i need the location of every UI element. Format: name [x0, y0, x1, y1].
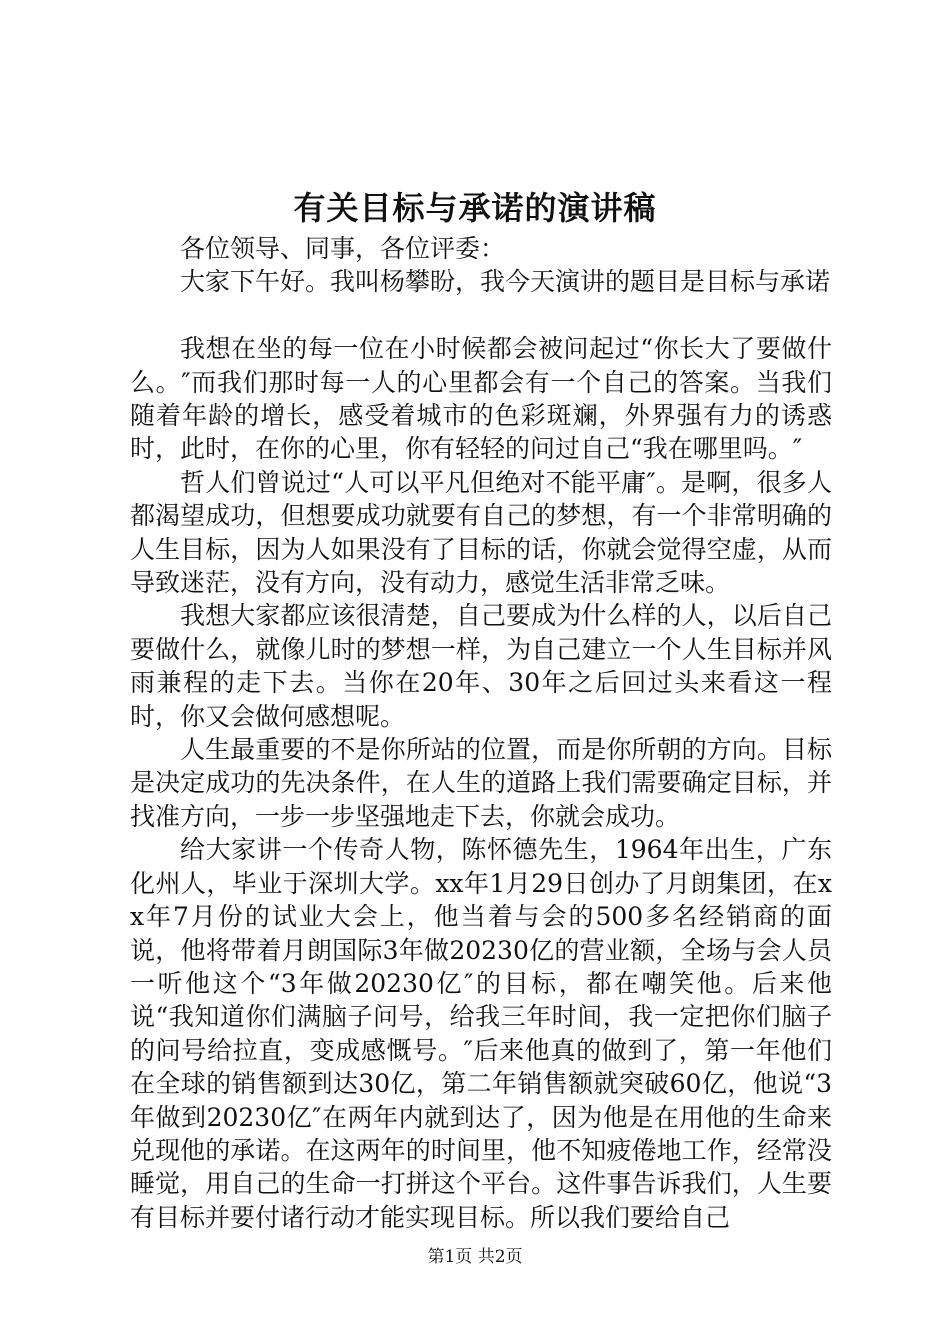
- greeting-paragraph: 大家下午好。我叫杨攀盼，我今天演讲的题目是目标与承诺: [180, 267, 831, 297]
- body-paragraph: 我想在坐的每一位在小时候都会被问起过“你长大了要做什么。″而我们那时每一人的心里都会有一个自己的答案。当我们随着年龄的增长，感受着城市的色彩斑斓，外界强有力的诱惑时，此时，在你的心里，你有轻轻的问过自己“我在哪里吗。″: [130, 334, 832, 464]
- salutation: 各位领导、同事，各位评委：: [180, 234, 506, 263]
- document-body: [130, 232, 832, 1234]
- body-paragraph: 我想大家都应该很清楚，自己要成为什么样的人，以后自己要做什么，就像儿时的梦想一样，为自己建立一个人生目标并风雨兼程的走下去。当你在20年、30年之后回过头来看这一程时，你又会做何感想呢。: [130, 601, 832, 731]
- body-paragraph: 给大家讲一个传奇人物，陈怀德先生，1964年出生，广东化州人，毕业于深圳大学。xx年1月29日创办了月朗集团，在xx年7月份的试业大会上，他当着与会的500多名经销商的面说，他将带着月朗国际3年做20230亿的营业额，全场与会人员一听他这个“3年做20230亿″的目标，都在嘲笑他。后来他说“我知道你们满脑子问号，给我三年时间，我一定把你们脑子的问号给拉直，变成感慨号。″后来他真的做到了，第一年他们在全球的销售额到达30亿，第二年销售额就突破60亿，他说“3年做到20230亿″在两年内就到达了，因为他是在用他的生命来兑现他的承诺。在这两年的时间里，他不知疲倦地工作，经常没睡觉，用自己的生命一打拼这个平台。这件事告诉我们，人生要有目标并要付诸行动才能实现目标。所以我们要给自己: [130, 835, 832, 1232]
- paragraph-spacer: [130, 299, 832, 332]
- body-paragraph: 人生最重要的不是你所站的位置，而是你所朝的方向。目标是决定成功的先决条件，在人生的道路上我们需要确定目标，并找准方向，一步一步坚强地走下去，你就会成功。: [130, 735, 832, 831]
- page-footer: 第1页 共2页: [427, 1247, 523, 1267]
- document-title: 有关目标与承诺的演讲稿: [293, 189, 657, 227]
- body-paragraph: 哲人们曾说过“人可以平凡但绝对不能平庸″。是啊，很多人都渴望成功，但想要成功就要有自己的梦想，有一个非常明确的人生目标，因为人如果没有了目标的话，你就会觉得空虚，从而导致迷茫，没有方向，没有动力，感觉生活非常乏味。: [130, 467, 832, 598]
